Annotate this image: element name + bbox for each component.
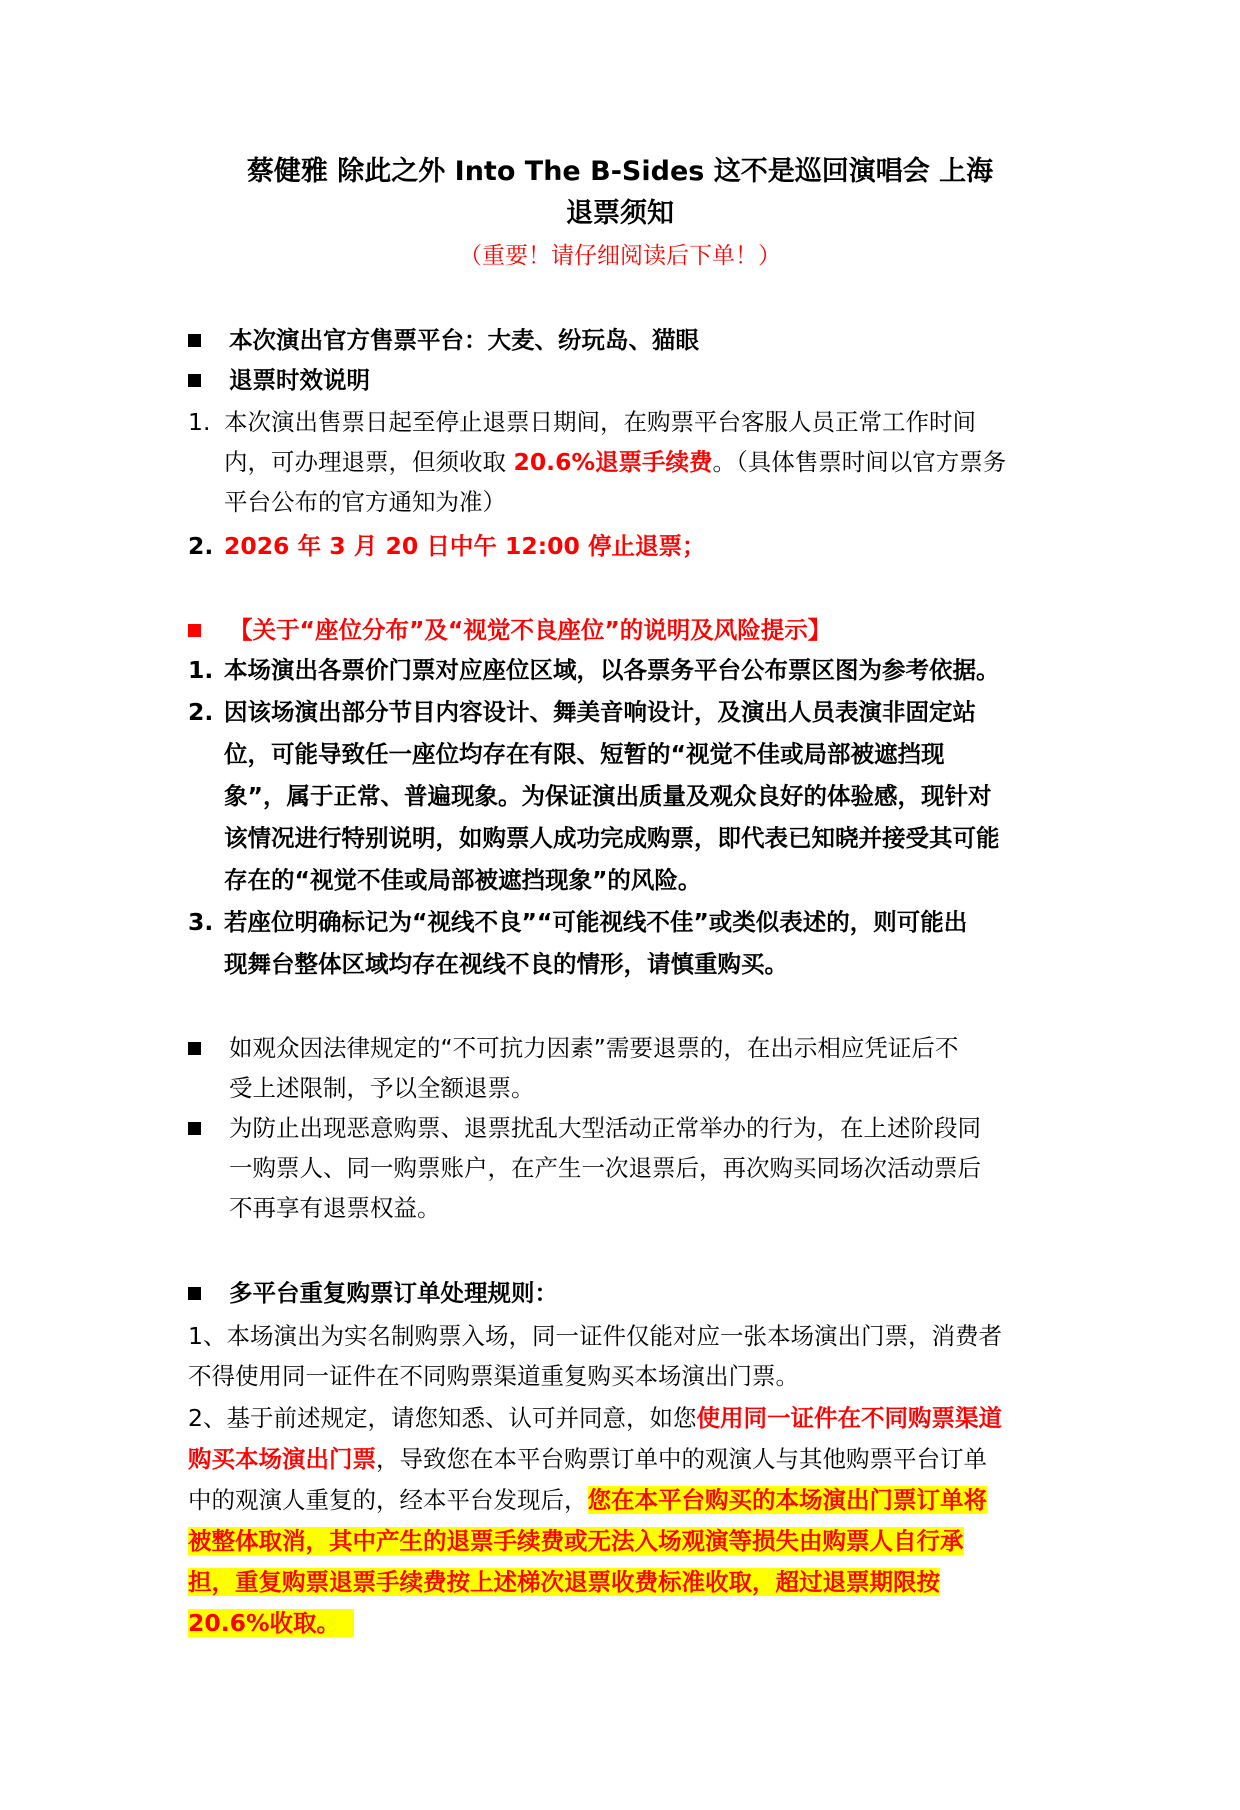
refund-item1-line2 xyxy=(224,444,1006,480)
force-majeure-line2: 受上述限制，予以全额退票。 xyxy=(229,1074,535,1102)
rule2-line1 xyxy=(188,1400,1002,1436)
refund-item1-line2-b: 。（具体售票时间以官方票务 xyxy=(712,448,1007,476)
multi-platform-heading: 多平台重复购票订单处理规则： xyxy=(229,1279,558,1307)
square-bullet-icon xyxy=(188,334,201,347)
square-bullet-icon xyxy=(188,624,201,637)
page-title-line1: 蔡健雅 除此之外 Into The B-Sides 这不是巡回演唱会 上海 xyxy=(246,156,994,187)
rule2-line1-red: 使用同一证件在不同购票渠道 xyxy=(696,1404,1002,1432)
rule2-line5-highlight: 担，重复购票退票手续费按上述梯次退票收费标准收取，超过退票期限按 xyxy=(188,1568,940,1596)
platforms-line: 本次演出官方售票平台：大麦、纷玩岛、猫眼 xyxy=(229,326,699,354)
seat-item3-line2: 现舞台整体区域均存在视线不良的情形，请慎重购买。 xyxy=(224,950,788,978)
anti-abuse-line1: 为防止出现恶意购票、退票扰乱大型活动正常举办的行为，在上述阶段同 xyxy=(229,1114,981,1142)
rule2-line6-highlight: 20.6%收取。 xyxy=(188,1609,354,1637)
refund-timing-heading: 退票时效说明 xyxy=(229,366,370,394)
square-bullet-icon xyxy=(188,1287,201,1300)
seat-item2-line3: 象”，属于正常、普遍现象。为保证演出质量及观众良好的体验感，现针对 xyxy=(224,782,992,810)
square-bullet-icon xyxy=(188,1042,201,1055)
rule2-line4-highlight: 被整体取消，其中产生的退票手续费或无法入场观演等损失由购票人自行承 xyxy=(188,1527,964,1555)
anti-abuse-line2: 一购票人、同一购票账户，在产生一次退票后，再次购买同场次活动票后 xyxy=(229,1154,981,1182)
rule1-line1: 1、本场演出为实名制购票入场，同一证件仅能对应一张本场演出门票，消费者 xyxy=(188,1322,1002,1350)
list-number: 1. xyxy=(188,408,211,436)
seat-item1-line1: 本场演出各票价门票对应座位区域，以各票务平台公布票区图为参考依据。 xyxy=(224,656,1000,684)
rule2-line4 xyxy=(188,1523,964,1559)
list-number: 3. xyxy=(188,908,214,936)
rule2-line2 xyxy=(188,1441,987,1477)
seat-item2-line5: 存在的“视觉不佳或局部被遮挡现象”的风险。 xyxy=(224,866,702,894)
rule2-line6 xyxy=(188,1605,354,1641)
anti-abuse-line3: 不再享有退票权益。 xyxy=(229,1194,441,1222)
refund-fee-highlight: 20.6%退票手续费 xyxy=(513,448,713,476)
rule2-line3-a: 中的观演人重复的，经本平台发现后， xyxy=(188,1486,588,1514)
rule2-line5 xyxy=(188,1564,940,1600)
square-bullet-icon xyxy=(188,374,201,387)
square-bullet-icon xyxy=(188,1122,201,1135)
refund-item1-line2-a: 内，可办理退票，但须收取 xyxy=(224,448,514,476)
page-subtitle: （重要！请仔细阅读后下单！） xyxy=(459,243,781,269)
seat-item3-line1: 若座位明确标记为“视线不良”“可能视线不佳”或类似表述的，则可能出 xyxy=(224,908,968,936)
rule2-line2-b: ，导致您在本平台购票订单中的观演人与其他购票平台订单 xyxy=(376,1445,987,1473)
rule2-line2-red: 购买本场演出门票 xyxy=(188,1445,376,1473)
seat-notice-heading: 【关于“座位分布”及“视觉不良座位”的说明及风险提示】 xyxy=(229,616,832,644)
rule2-line3 xyxy=(188,1482,987,1518)
page-title-line2: 退票须知 xyxy=(566,198,674,229)
rule2-line3-highlight: 您在本平台购买的本场演出门票订单将 xyxy=(587,1486,987,1514)
list-number: 2. xyxy=(188,532,214,560)
force-majeure-line1: 如观众因法律规定的“不可抗力因素”需要退票的，在出示相应凭证后不 xyxy=(229,1034,959,1062)
seat-item2-line1: 因该场演出部分节目内容设计、舞美音响设计，及演出人员表演非固定站 xyxy=(224,698,976,726)
seat-item2-line4: 该情况进行特别说明，如购票人成功完成购票，即代表已知晓并接受其可能 xyxy=(224,824,1000,852)
rule1-line2: 不得使用同一证件在不同购票渠道重复购买本场演出门票。 xyxy=(188,1362,799,1390)
refund-item1-line1: 本次演出售票日起至停止退票日期间，在购票平台客服人员正常工作时间 xyxy=(224,408,976,436)
rule2-line1-a: 2、基于前述规定，请您知悉、认可并同意，如您 xyxy=(188,1404,697,1432)
seat-item2-line2: 位，可能导致任一座位均存在有限、短暂的“视觉不佳或局部被遮挡现 xyxy=(224,740,945,768)
list-number: 1. xyxy=(188,656,214,684)
refund-deadline: 2026 年 3 月 20 日中午 12:00 停止退票； xyxy=(224,532,706,560)
refund-item1-line3: 平台公布的官方通知为准） xyxy=(224,488,506,516)
list-number: 2. xyxy=(188,698,214,726)
